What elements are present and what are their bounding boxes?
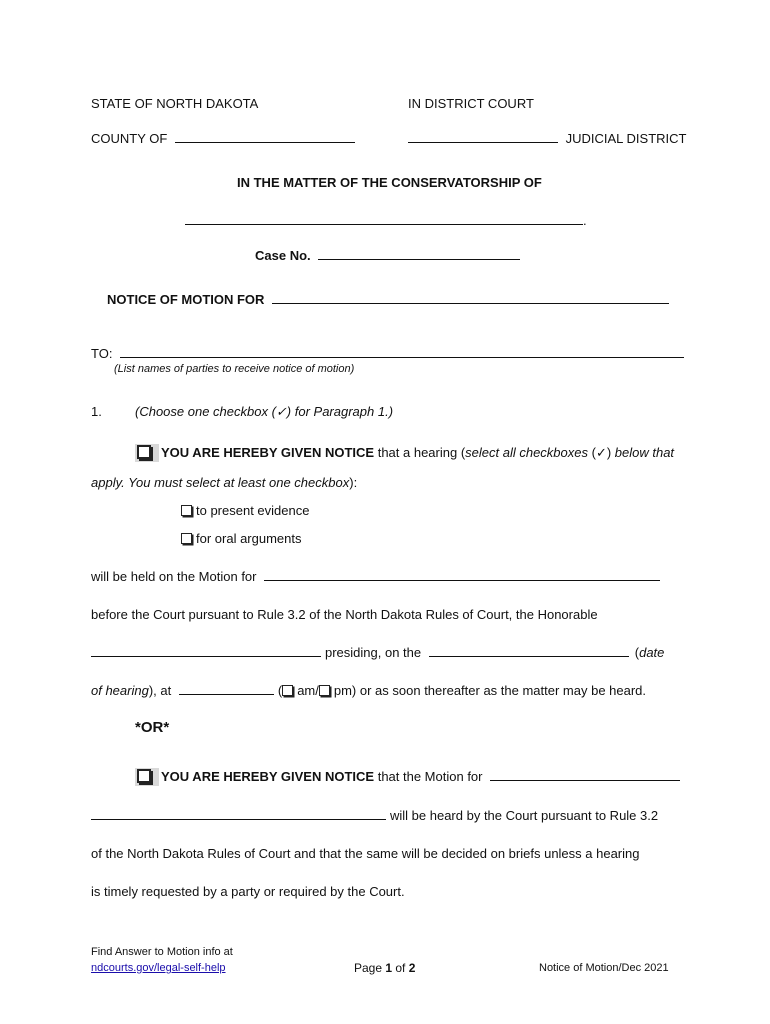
form-id: Notice of Motion/Dec 2021 [539, 962, 669, 974]
option-a-bold: YOU ARE HEREBY GIVEN NOTICE [161, 445, 375, 460]
or-separator: *OR* [135, 719, 170, 736]
county-label: COUNTY OF [91, 131, 168, 146]
court-label: IN DISTRICT COURT [408, 96, 534, 111]
presiding-row: presiding, on the (date [91, 645, 664, 660]
page-number: Page 1 of 2 [354, 961, 416, 975]
notice-title: NOTICE OF MOTION FOR [107, 292, 265, 307]
option-a-line1: YOU ARE HEREBY GIVEN NOTICE that a hearing (select all checkboxes (✓) below that [135, 444, 674, 462]
present-evidence-option [181, 503, 309, 518]
judicial-district-label: JUDICIAL DISTRICT [565, 131, 687, 146]
state-label: STATE OF NORTH DAKOTA [91, 96, 259, 111]
oral-arguments-label: for oral arguments [196, 531, 302, 546]
time-row: of hearing), at ( am/ pm) or as soon thereafter as the matter may be heard. [91, 683, 647, 698]
self-help-link[interactable]: ndcourts.gov/legal-self-help [91, 962, 226, 974]
case-no-blank[interactable] [318, 258, 520, 260]
hearing-time-blank[interactable] [179, 693, 274, 695]
present-evidence-label: to present evidence [196, 503, 310, 518]
oral-arguments-option [181, 531, 302, 546]
option-b-line3: of the North Dakota Rules of Court and that the same will be decided on briefs unless a hearing [91, 846, 640, 861]
district-row [408, 131, 686, 146]
option-b-line1: YOU ARE HEREBY GIVEN NOTICE that the Motion for [135, 768, 680, 786]
held-row: will be held on the Motion for [91, 569, 660, 584]
motion-blank[interactable] [272, 302, 669, 304]
notice-title-row [107, 292, 669, 307]
conservatee-row: . [185, 213, 587, 228]
judge-name-blank[interactable] [91, 655, 321, 657]
matter-title: IN THE MATTER OF THE CONSERVATORSHIP OF [237, 175, 542, 190]
option-b-motion-blank[interactable] [490, 779, 680, 781]
district-blank[interactable] [408, 141, 558, 143]
option-b-motion-blank-2[interactable] [91, 818, 386, 820]
option-b-checkbox[interactable] [137, 769, 151, 783]
present-evidence-checkbox[interactable] [181, 505, 192, 516]
para-number: 1. [91, 404, 102, 419]
county-row [91, 131, 355, 146]
conservatee-name-blank[interactable] [185, 223, 583, 225]
option-a-line2: apply. You must select at least one checkbox): [91, 475, 358, 490]
to-label: TO: [91, 346, 113, 361]
hearing-date-blank[interactable] [429, 655, 629, 657]
para-instruction: (Choose one checkbox (✓) for Paragraph 1.) [135, 404, 394, 419]
to-blank[interactable] [120, 356, 684, 358]
option-b-line2: will be heard by the Court pursuant to Rule 3.2 [91, 808, 658, 823]
held-motion-blank[interactable] [264, 579, 660, 581]
am-checkbox[interactable] [282, 685, 293, 696]
option-b-bold: YOU ARE HEREBY GIVEN NOTICE [161, 769, 375, 784]
to-row [91, 346, 684, 361]
county-blank[interactable] [175, 141, 355, 143]
oral-arguments-checkbox[interactable] [181, 533, 192, 544]
pm-checkbox[interactable] [319, 685, 330, 696]
footer-info: Find Answer to Motion info at [91, 946, 233, 958]
to-hint: (List names of parties to receive notice of motion) [114, 363, 355, 375]
before-court-text: before the Court pursuant to Rule 3.2 of the North Dakota Rules of Court, the Honorable [91, 607, 598, 622]
option-b-line4: is timely requested by a party or required by the Court. [91, 884, 405, 899]
case-no-label: Case No. [255, 248, 311, 263]
footer-link-wrap [91, 962, 226, 974]
option-a-checkbox[interactable] [137, 445, 151, 459]
case-no-row [255, 248, 520, 263]
